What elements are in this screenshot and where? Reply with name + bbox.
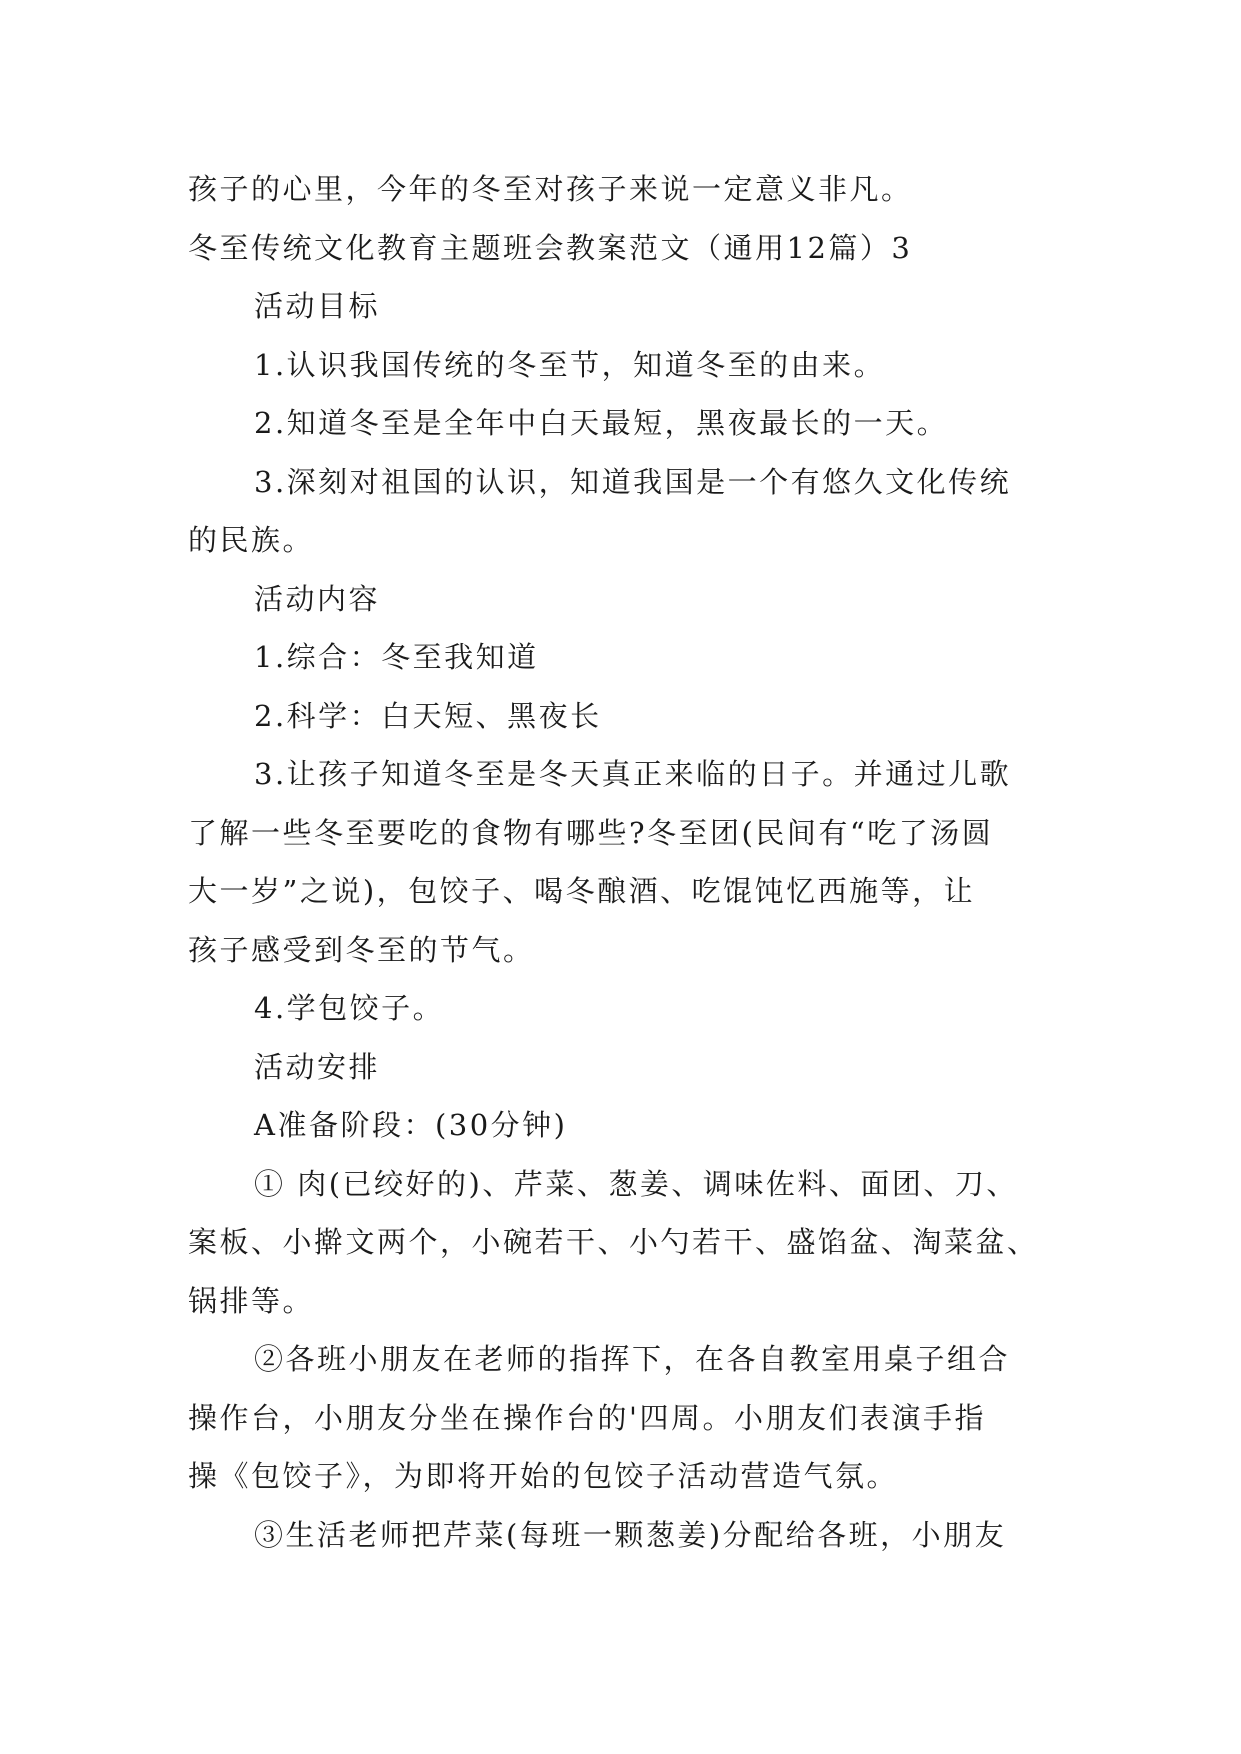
text-line: 4.学包饺子。 [254, 991, 445, 1025]
text-line: 1.综合：冬至我知道 [254, 640, 539, 674]
subheading-activity-goals: 活动目标 [254, 289, 381, 323]
text-line: 的民族。 [188, 523, 315, 557]
subheading-activity-content: 活动内容 [254, 581, 381, 616]
text-line: 操作台，小朋友分坐在操作台的'四周。小朋友们表演手指 [188, 1400, 986, 1435]
text-line: ②各班小朋友在老师的指挥下，在各自教室用桌子组合 [254, 1342, 1011, 1376]
text-line: 1.认识我国传统的冬至节，知道冬至的由来。 [254, 347, 886, 382]
text-line: 大一岁”之说)，包饺子、喝冬酿酒、吃馄饨忆西施等，让 [188, 874, 976, 908]
text-line: ③生活老师把芹菜(每班一颗葱姜)分配给各班，小朋友 [254, 1517, 1007, 1552]
text-line: 3.深刻对祖国的认识，知道我国是一个有悠久文化传统 [254, 464, 1012, 499]
text-line: 了解一些冬至要吃的食物有哪些?冬至团(民间有“吃了汤圆 [188, 815, 994, 850]
section-heading: 冬至传统文化教育主题班会教案范文（通用12篇）3 [188, 230, 913, 265]
document-body [188, 160, 1068, 1564]
text-line: 2.知道冬至是全年中白天最短，黑夜最长的一天。 [254, 406, 949, 440]
subheading-activity-arrangement: 活动安排 [254, 1049, 381, 1084]
text-line: 孩子的心里，今年的冬至对孩子来说一定意义非凡。 [188, 172, 913, 206]
text-line: 案板、小擀文两个，小碗若干、小勺若干、盛馅盆、淘菜盆、 [188, 1225, 1039, 1259]
text-line: 2.科学：白天短、黑夜长 [254, 698, 602, 733]
text-line: 锅排等。 [188, 1283, 315, 1318]
text-line: ① 肉(已绞好的)、芹菜、葱姜、调味佐料、面团、刀、 [254, 1166, 1018, 1201]
text-line: 3.让孩子知道冬至是冬天真正来临的日子。并通过儿歌 [254, 757, 1012, 791]
text-line: 操《包饺子》，为即将开始的包饺子活动营造气氛。 [188, 1459, 899, 1493]
text-line: 孩子感受到冬至的节气。 [188, 932, 535, 967]
text-line: A准备阶段：(30分钟) [254, 1108, 568, 1142]
